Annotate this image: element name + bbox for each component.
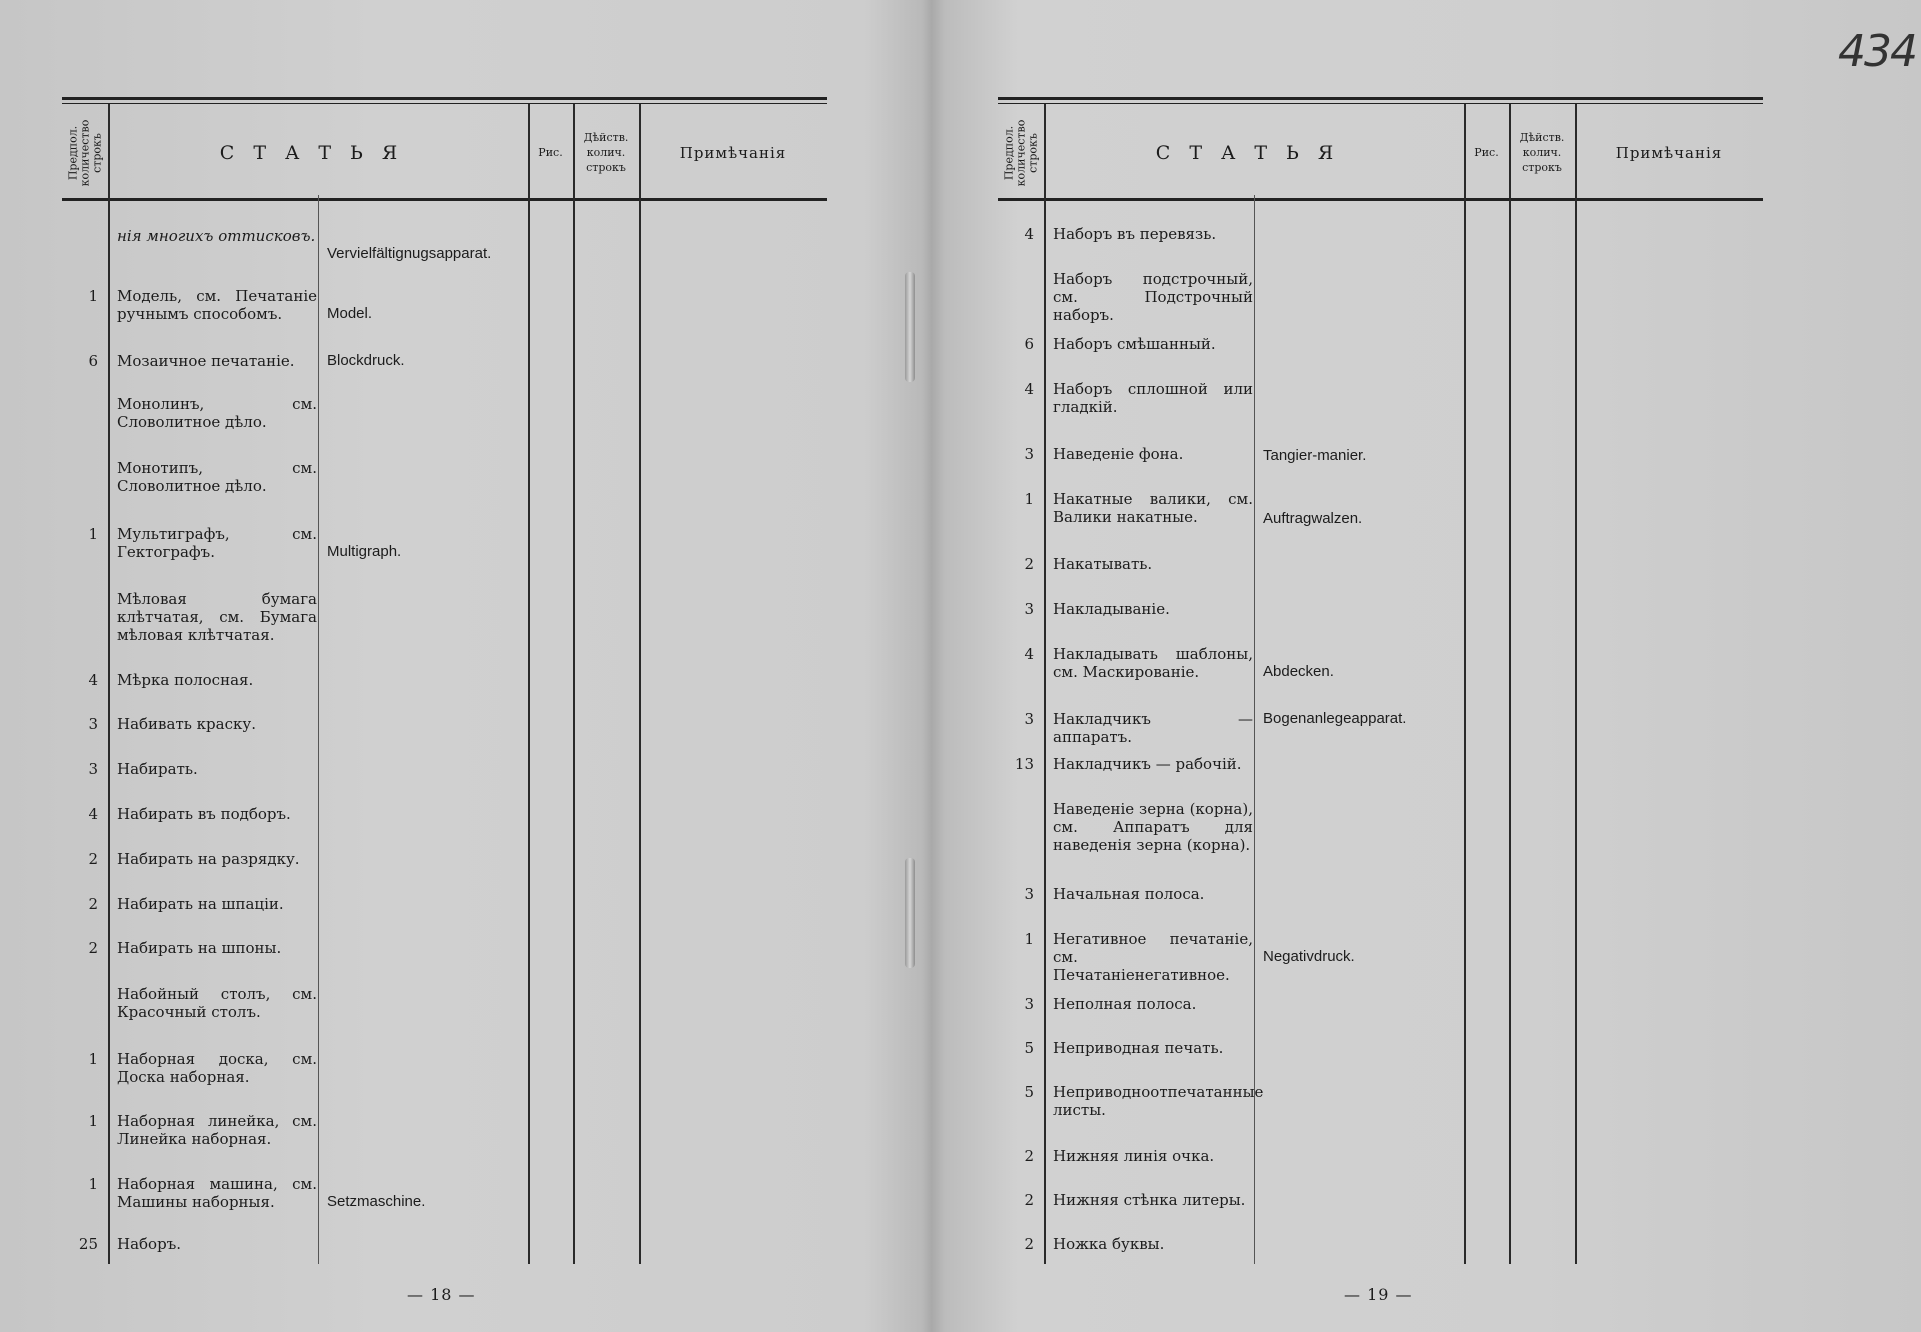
header-article-column: СТАТЬЯ	[219, 141, 417, 164]
header-notes-column: Примѣчанія	[1615, 143, 1723, 162]
header-actual-column: Дѣйств. колич. строкъ	[583, 131, 629, 174]
header-notes-column: Примѣчанія	[679, 143, 787, 162]
entries-table: 4 Наборъ въ перевязь. Наборъ подстрочный, см. Подстрочный наборъ. 6 Наборъ смѣшанный. 4 Наборъ сплошной или гладкій. 3 Наведеніе фона. Tangier-manier. 1 Накатные валики, см. Валики накатные. Auftragwalzen. 2 Накатывать. 3 Накладываніе. 4 Накладывать шаблоны, см. Маскированіе. Abdecken. 3 Накладчикъ — аппаратъ. Bogenanlegeapparat. 13 Накладчикъ — рабочій. Наведеніе зерна (корна), см. Аппаратъ для наведенія зерна (корна). 3 Начальная полоса. 1 Негативное печатаніе, см. Печатаніенегативное. Negativdruck. 3 Неполная полоса. 5 Неприводная печать. 5 Неприводноотпечатанные листы. 2 Нижняя линія очка. 2 Нижняя стѣнка литеры. 2 Ножка буквы.	[1014, 225, 1407, 1253]
table-header	[62, 97, 827, 201]
header-count-column: Предпол. количество строкъ	[66, 119, 104, 186]
entries-table: нія многихъ оттисковъ. Vervielfältignugsapparat. 1 Модель, см. Печатаніе ручнымъ способомъ. Model. 6 Мозаичное печатаніе. Blockdruck. Монолинъ, см. Словолитное дѣло. Монотипъ, см. Словолитное дѣло. 1 Мультиграфъ, см. Гектографъ. Multigraph. Мѣловая бумага клѣтчатая, см. Бумага мѣловая клѣтчатая. 4 Мѣрка полосная. 3 Набивать краску. 3 Набирать. 4 Набирать въ подборъ. 2 Набирать на разрядку. 2 Набирать на шпаціи. 2 Набирать на шпоны. Набойный столъ, см. Красочный столъ. 1 Наборная доска, см. Доска наборная. 1 Наборная линейка, см. Линейка наборная. 1 Наборная машина, см. Машины наборныя. Setzmaschine. 25 Наборъ.	[78, 227, 492, 1253]
handwritten-folio-number: 434	[1838, 26, 1916, 77]
table-header	[998, 97, 1763, 201]
header-figure-column: Рис.	[538, 146, 563, 159]
binding-clip-bottom	[905, 858, 915, 968]
header-count-column: Предпол. количество строкъ	[1002, 119, 1040, 186]
right-page	[998, 97, 1763, 1304]
page-number: — 18 —	[407, 1285, 476, 1304]
header-article-column: СТАТЬЯ	[1155, 141, 1353, 164]
left-page	[62, 97, 827, 1304]
header-figure-column: Рис.	[1474, 146, 1499, 159]
page-number: — 19 —	[1344, 1285, 1413, 1304]
binding-clip-top	[905, 272, 915, 382]
header-actual-column: Дѣйств. колич. строкъ	[1519, 131, 1565, 174]
